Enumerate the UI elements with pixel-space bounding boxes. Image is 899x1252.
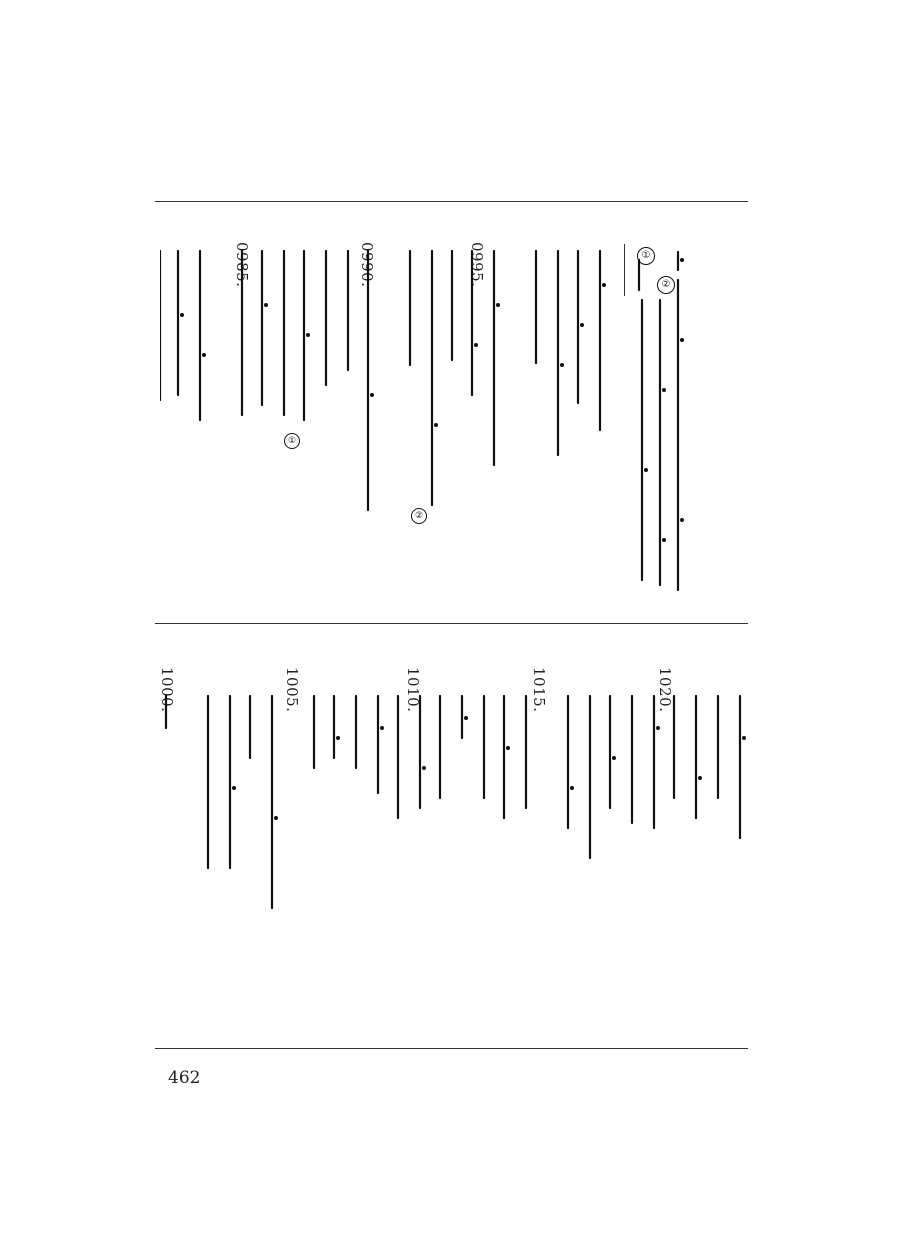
- bottom-rule: [155, 1048, 748, 1049]
- top-rule: [155, 201, 748, 202]
- section-b-script-columns: [160, 668, 750, 928]
- footnote-ref-2: ②: [411, 508, 427, 524]
- line-number: 1005.: [283, 667, 301, 713]
- footnote-script-lines: [630, 240, 690, 620]
- footnote-marker-1: ①: [637, 247, 655, 265]
- footnote-separator: [624, 244, 625, 296]
- line-number: 1010.: [404, 667, 422, 713]
- page-number: 462: [168, 1068, 201, 1088]
- line-number: 1000.: [158, 667, 176, 713]
- line-number: 0995.: [468, 242, 486, 288]
- line-number: 0990.: [358, 242, 376, 288]
- section-a-script-columns: [160, 245, 620, 545]
- line-number: 1015.: [530, 667, 548, 713]
- line-number: 0985.: [233, 242, 251, 288]
- line-number: 1020.: [656, 667, 674, 713]
- middle-rule: [155, 623, 748, 624]
- footnote-marker-2: ②: [657, 276, 675, 294]
- footnote-ref-1: ①: [284, 433, 300, 449]
